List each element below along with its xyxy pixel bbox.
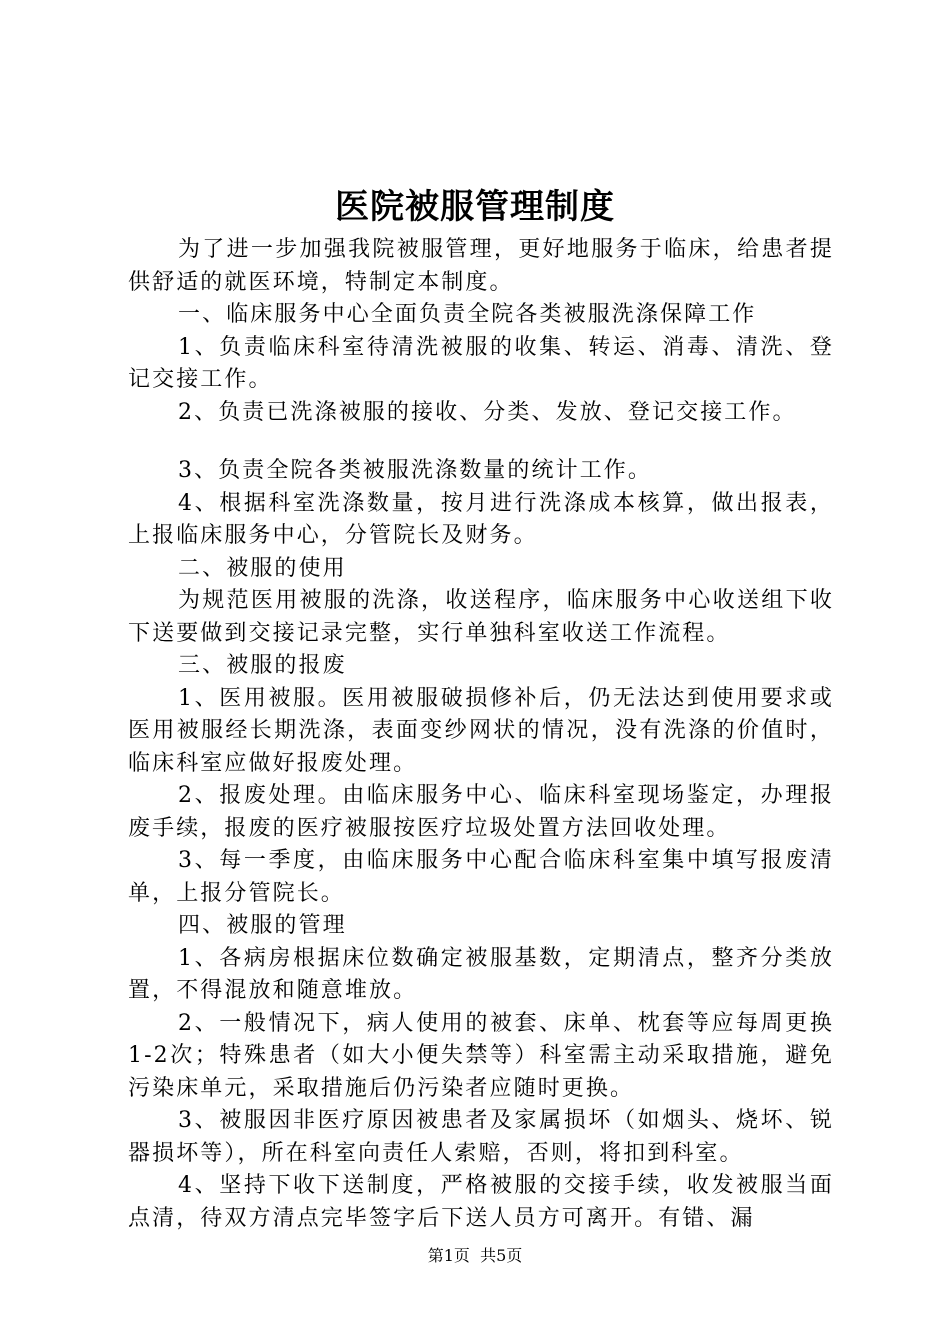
list-item: 1、各病房根据床位数确定被服基数，定期清点，整齐分类放置，不得混放和随意堆放。 xyxy=(128,945,834,1003)
section-heading-2: 二、被服的使用 xyxy=(178,555,347,581)
list-item: 1、医用被服。医用被服破损修补后，仍无法达到使用要求或医用被服经长期洗涤，表面变纱网状的情况，没有洗涤的价值时，临床科室应做好报废处理。 xyxy=(128,685,834,776)
list-item: 2、负责已洗涤被服的接收、分类、发放、登记交接工作。 xyxy=(178,399,797,425)
page-footer xyxy=(0,1246,950,1266)
list-item: 3、负责全院各类被服洗涤数量的统计工作。 xyxy=(178,458,652,483)
section-heading-3: 三、被服的报废 xyxy=(178,653,347,678)
list-item: 3、每一季度，由临床服务中心配合临床科室集中填写报废清单，上报分管院长。 xyxy=(128,848,834,906)
page-number: 第1页 xyxy=(427,1246,470,1265)
list-item: 2、报废处理。由临床服务中心、临床科室现场鉴定，办理报废手续，报废的医疗被服按医疗垃圾处置方法回收处理。 xyxy=(128,783,834,841)
intro-paragraph: 为了进一步加强我院被服管理，更好地服务于临床，给患者提供舒适的就医环境，特制定本制度。 xyxy=(128,237,834,295)
section-heading-4: 四、被服的管理 xyxy=(178,913,347,938)
list-item: 1、负责临床科室待清洗被服的收集、转运、消毒、清洗、登记交接工作。 xyxy=(128,334,834,392)
section-heading-1: 一、临床服务中心全面负责全院各类被服洗涤保障工作 xyxy=(178,302,757,327)
list-item: 4、坚持下收下送制度，严格被服的交接手续，收发被服当面点清，待双方清点完毕签字后下送人员方可离开。有错、漏 xyxy=(128,1173,834,1231)
page-total: 共5页 xyxy=(480,1246,523,1265)
list-item: 3、被服因非医疗原因被患者及家属损坏（如烟头、烧坏、锐器损坏等），所在科室向责任人索赔，否则，将扣到科室。 xyxy=(128,1108,834,1166)
list-item: 4、根据科室洗涤数量，按月进行洗涤成本核算，做出报表，上报临床服务中心，分管院长及财务。 xyxy=(128,490,834,548)
body-paragraph: 为规范医用被服的洗涤，收送程序，临床服务中心收送组下收下送要做到交接记录完整，实行单独科室收送工作流程。 xyxy=(128,588,834,646)
list-item: 2、一般情况下，病人使用的被套、床单、枕套等应每周更换1-2次；特殊患者（如大小便失禁等）科室需主动采取措施，避免污染床单元，采取措施后仍污染者应随时更换。 xyxy=(128,1010,834,1101)
document-title: 医院被服管理制度 xyxy=(335,187,615,227)
document-body xyxy=(128,234,834,1235)
